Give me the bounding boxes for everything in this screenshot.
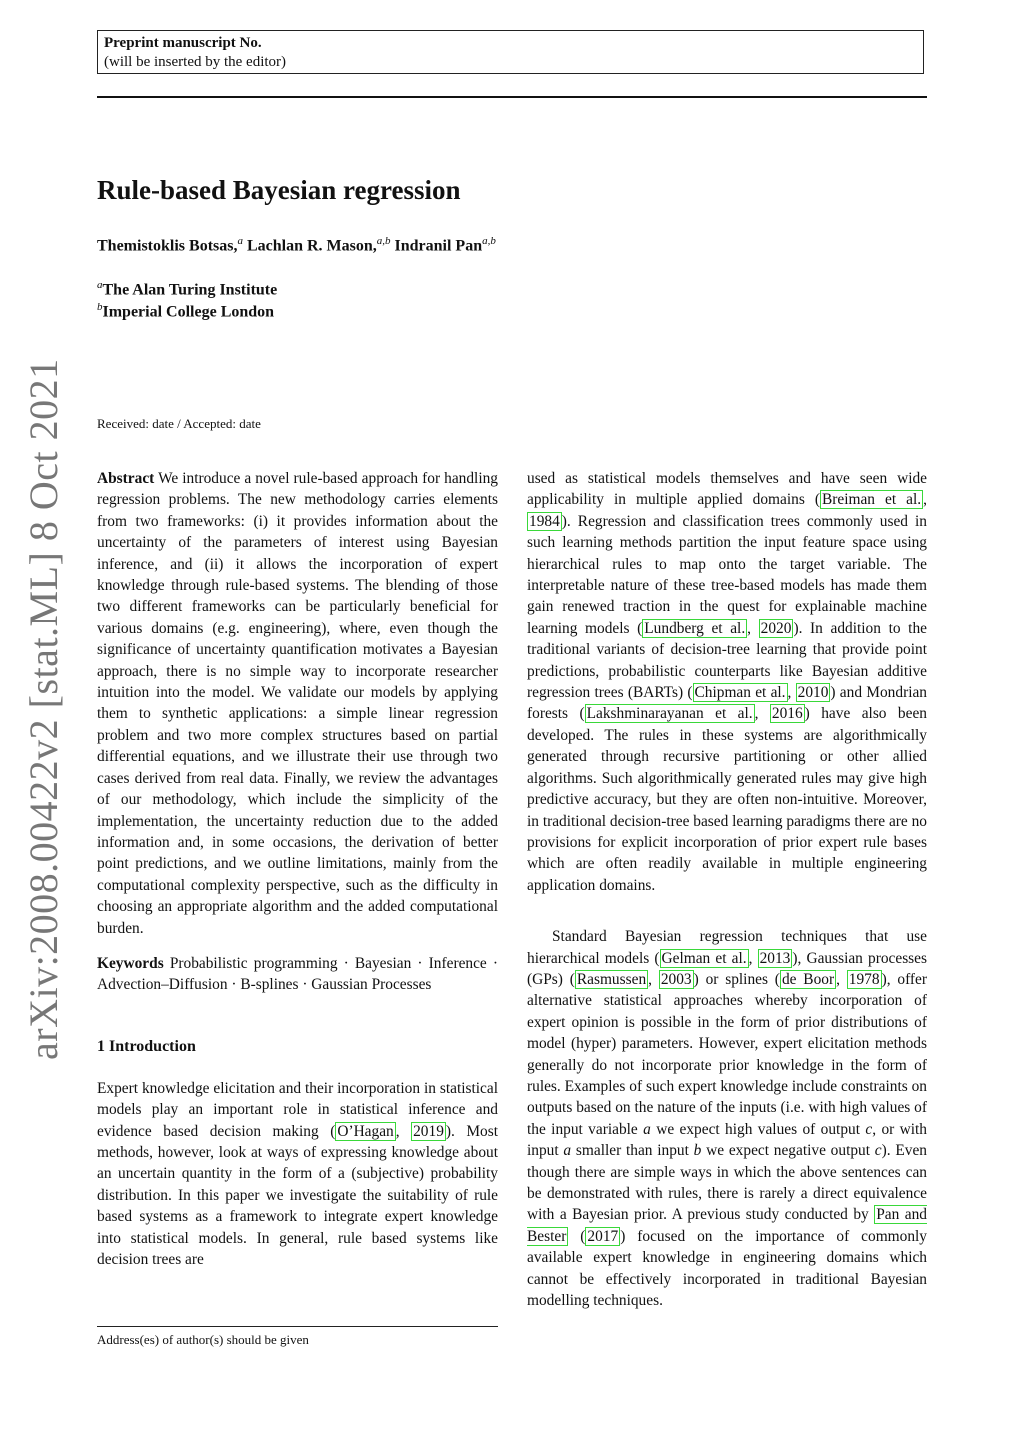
citation-chipman-year[interactable]: 2010 <box>797 684 829 702</box>
citation-rasmussen-year[interactable]: 2003 <box>660 970 692 988</box>
intro-comma: , <box>395 1122 412 1140</box>
var-c: c <box>865 1120 873 1138</box>
rc-text-1e: ) have also been developed. The rules in these systems are algorithmically generated through recursive partitioning or other allied algorithms. Such algorithmically generated rules may give high predictive accuracy, but they are often non-intuitive. Moreover, in traditional decision-tree based learning paradigms there are no provisions for explicit incorporation of prior expert rule bases which are often readily available in multiple engineering application domains. <box>527 705 927 894</box>
rc-text-2j: ) focused on the importance of commonly available expert knowledge in engineering domains which cannot be effectively incorporated in traditional Bayesian modelling techniques. <box>527 1227 927 1310</box>
paper-title: Rule-based Bayesian regression <box>97 175 461 205</box>
author-1: Themistoklis Botsas, <box>97 237 238 255</box>
left-column <box>97 468 498 1270</box>
right-paragraph-2: Standard Bayesian regression techniques that use hierarchical models ( Gelman et al. , 2013 ), Gaussian processes (GPs) ( Rasmussen , 2003 ) or splines ( de Boor , 1978 ), offer alternative statistical approaches whereby incorporation of expert opinion is possible in the form of prior distributions of model (hyper) parameters. However, expert elicitation methods generally do not incorporate prior knowledge in the form of rules. Examples of such expert knowledge include constraints on outputs based on the nature of the inputs (i.e. with high values of the input variable a we expect high values of output c, or with input a smaller than input b we expect negative output c). Even though there are simple ways in which the above sentences can be demonstrated with rules, there is rarely a direct equivalence with a Bayesian prior. A previous study conducted by Pan and Bester ( 2017 ) focused on the importance of commonly available expert knowledge in engineering domains which cannot be effectively incorporated in traditional Bayesian modelling techniques. <box>527 928 928 1310</box>
top-rule <box>97 96 927 98</box>
var-a: a <box>643 1120 651 1138</box>
citation-lakshminarayanan-year[interactable]: 2016 <box>771 705 803 723</box>
rc-text-2d: ), offer alternative statistical approaches whereby incorporation of expert opinion is possible in the form of prior distributions of model (hyper) parameters. However, expert elicitation methods generally do not incorporate prior knowledge in the form of rules. Examples of such expert knowledge include constraints on outputs based on the nature of the inputs (i.e. with high values of the input variable <box>527 970 927 1138</box>
author-2-sup: a,b <box>376 235 391 247</box>
citation-lakshminarayanan[interactable]: Lakshminarayanan et al. <box>586 705 753 723</box>
section-heading-introduction: 1 Introduction <box>97 1037 196 1055</box>
citation-ohagan[interactable]: O’Hagan <box>337 1122 394 1140</box>
affiliation-1-name: The Alan Turing Institute <box>102 281 278 299</box>
arxiv-stamp: arXiv:2008.00422v2 [stat.ML] 8 Oct 2021 <box>21 358 66 1060</box>
keywords-label: Keywords <box>97 954 164 972</box>
footnote-rule <box>97 1326 498 1327</box>
citation-lundberg-year[interactable]: 2020 <box>760 619 792 637</box>
authors <box>97 235 496 255</box>
preprint-line2: (will be inserted by the editor) <box>104 54 287 70</box>
affiliation-2-sup: b <box>97 301 103 313</box>
citation-deboor-year[interactable]: 1978 <box>848 970 880 988</box>
keywords-text: Probabilistic programming · Bayesian · Inference · Advection–Diffusion · B-splines · Gaussian Processes <box>97 954 498 994</box>
author-3: Indranil Pan <box>394 237 483 255</box>
citation-pan-bester[interactable]: Pan and Bester <box>527 1206 928 1245</box>
intro-text-a: Expert knowledge elicitation and their incorporation in statistical models play an important role in statistical inference and evidence based decision making ( <box>97 1079 498 1140</box>
abstract-text: We introduce a novel rule-based approach for handling regression problems. The new methodology carries elements from two frameworks: (i) it provides information about the uncertainty of the parameters of interest using Bayesian inference, and (ii) it allows the incorporation of expert knowledge through rule-based systems. The blending of those two different frameworks can be particularly beneficial for various domains (e.g. engineering), where, even though the significance of uncertainty quantification motivates a Bayesian approach, there is no simple way to incorporate researcher intuition into the model. We validate our models by applying them to synthetic applications: a simple linear regression problem and two more complex structures based on partial differential equations, and we illustrate their use through two cases derived from real data. Finally, we review the advantages of our methodology, which include the simplicity of the implementation, the uncertainty reduction due to the added information and, in some occasions, the derivation of better point predictions, and we outline limitations, mainly from the computational complexity perspective, such as the difficulty in choosing an appropriate algorithm and the added computational burden. <box>97 470 498 937</box>
citation-breiman[interactable]: Breiman et al. <box>821 491 922 509</box>
author-1-sup: a <box>237 235 243 247</box>
keywords <box>97 953 498 996</box>
citation-gelman[interactable]: Gelman et al. <box>661 949 747 967</box>
citation-chipman[interactable]: Chipman et al. <box>694 684 786 702</box>
rc-text-1a: used as statistical models themselves and have seen wide applicability in multiple applied domains ( <box>527 470 927 509</box>
citation-breiman-year[interactable]: 1984 <box>529 512 560 530</box>
right-paragraph-1: used as statistical models themselves and have seen wide applicability in multiple applied domains ( Breiman et al. , 1984 ). Regression and classification trees commonly used in such learning methods partition the input feature space using hierarchical rules to map onto the target variable. The interpretable nature of these tree-based models has made them gain renewed traction in the quest for explainable machine learning models ( Lundberg et al. , 2020 ). In addition to the traditional variants of decision-tree learning that provide point predictions, probabilistic counterparts like Bayesian additive regression trees (BARTs) ( Chipman et al. , 2010 ) and Mondrian forests ( Lakshminarayanan et al. , 2016 ) have also been developed. The rules in these systems are algorithmically generated through recursive partitioning or other allied algorithms. Such algorithmically generated rules may give high predictive accuracy, but they are often non-intuitive. Moreover, in traditional decision-tree based learning paradigms there are no provisions for explicit incorporation of prior expert rule bases which are often readily available in multiple engineering application domains. <box>527 470 927 894</box>
rc-text-2a: Standard Bayesian regression techniques that use hierarchical models ( <box>527 928 927 967</box>
affiliation-1-sup: a <box>97 279 103 291</box>
citation-rasmussen[interactable]: Rasmussen <box>576 970 647 988</box>
rc-text-1c: ). In addition to the traditional variants of decision-tree learning that provide point predictions, probabilistic counterparts like Bayesian additive regression trees (BARTs) ( <box>527 619 927 702</box>
rc-text-2b: ), Gaussian processes (GPs) ( <box>527 949 927 988</box>
received-line: Received: date / Accepted: date <box>97 416 261 431</box>
var-b: b <box>693 1142 702 1160</box>
author-3-sup: a,b <box>482 235 496 247</box>
rc-text-2g: smaller than input <box>571 1142 694 1160</box>
affiliation-2 <box>97 301 274 321</box>
rc-text-2e: we expect high values of output <box>650 1120 866 1138</box>
citation-deboor[interactable]: de Boor <box>781 970 835 988</box>
citation-pan-bester-year[interactable]: 2017 <box>587 1227 619 1245</box>
abstract <box>97 468 498 939</box>
right-column <box>527 468 927 1311</box>
rc-text-1b: ). Regression and classification trees commonly used in such learning methods partition the input feature space using hierarchical rules to map onto the target variable. The interpretable nature of these tree-based models has made them gain renewed traction in the quest for explainable machine learning models ( <box>527 512 927 637</box>
rc-text-2f: , or with input <box>527 1120 927 1160</box>
preprint-box <box>97 30 924 74</box>
citation-lundberg[interactable]: Lundberg et al. <box>644 619 746 637</box>
rc-text-2c: ) or splines ( <box>693 970 780 988</box>
preprint-line1: Preprint manuscript No. <box>104 35 262 51</box>
affiliation-2-name: Imperial College London <box>102 303 275 321</box>
affiliation-1 <box>97 279 277 299</box>
footnote: Address(es) of author(s) should be given <box>97 1332 309 1347</box>
citation-ohagan-year[interactable]: 2019 <box>413 1122 444 1140</box>
intro-text-b: ). Most methods, however, look at ways of expressing knowledge about an uncertain quantity in the form of a (subjective) probability distribution. In this paper we investigate the suitability of rule based systems as a framework to integrate expert knowledge into statistical models. In general, rule based systems like decision trees are <box>97 1122 499 1268</box>
rc-paren-open: ( <box>568 1227 586 1245</box>
rc-text-2i: ). Even though there are simple ways in which the above sentences can be demonstrated with rules, there is rarely a direct equivalence with a Bayesian prior. A previous study conducted by <box>527 1142 928 1224</box>
citation-gelman-year[interactable]: 2013 <box>759 949 791 967</box>
abstract-label: Abstract <box>97 470 155 487</box>
intro-paragraph <box>97 1078 498 1271</box>
author-2: Lachlan R. Mason, <box>246 237 377 255</box>
rc-text-1d: ) and Mondrian forests ( <box>527 684 927 723</box>
var-c-2: c <box>874 1142 882 1160</box>
rc-text-2h: we expect negative output <box>701 1142 875 1160</box>
var-a-2: a <box>563 1142 572 1160</box>
